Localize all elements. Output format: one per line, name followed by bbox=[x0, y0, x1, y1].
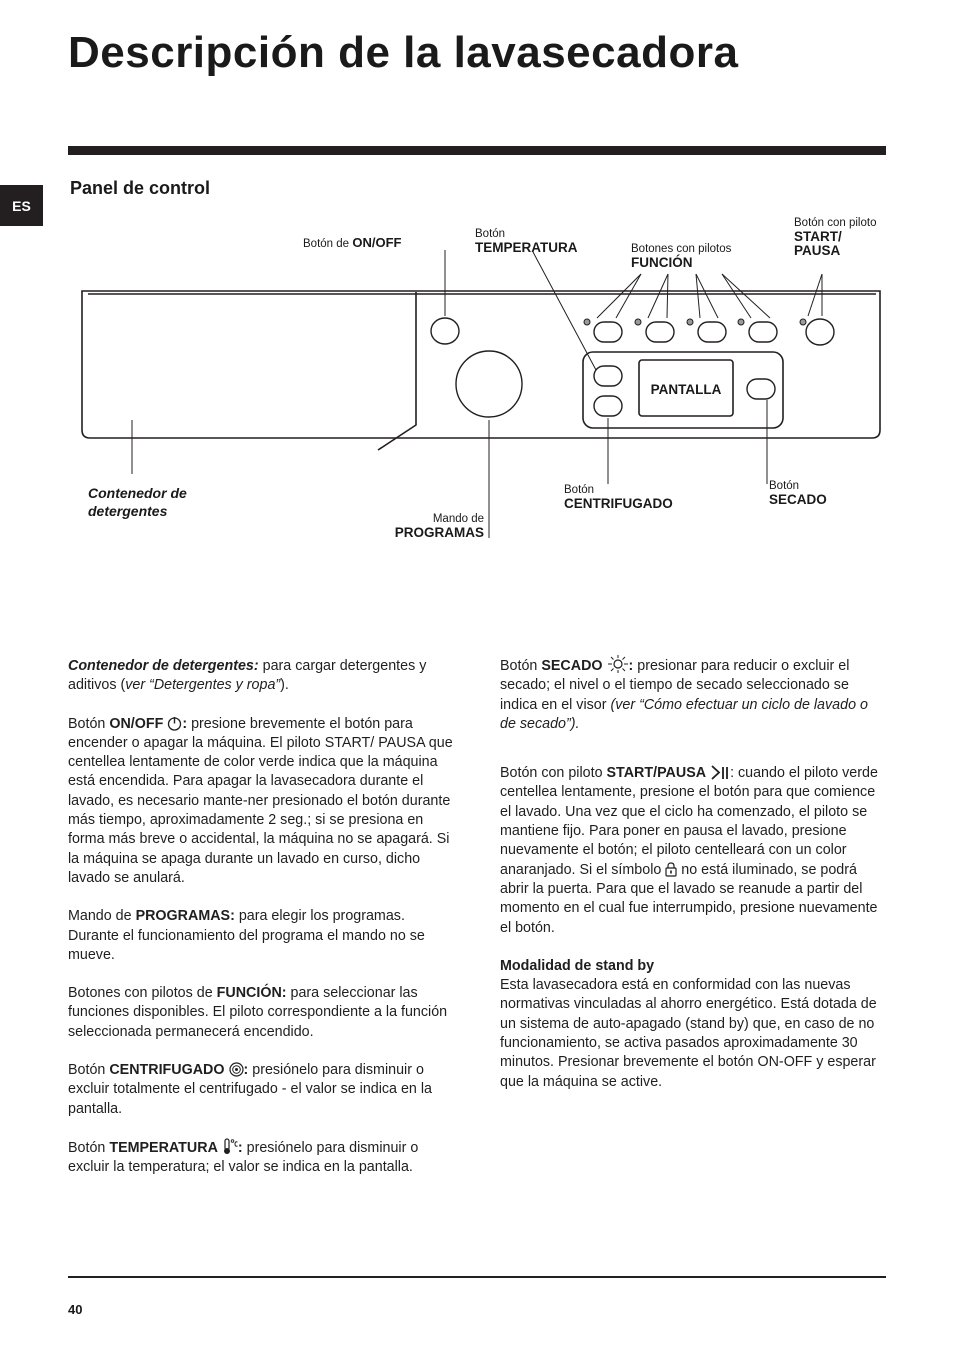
page-title: Descripción de la lavasecadora bbox=[68, 28, 739, 77]
onoff-label-pre: Botón de bbox=[303, 238, 350, 250]
pre-programas: Mando de bbox=[68, 908, 136, 925]
text-secado: presionar para reducir o excluir el secado; el nivel o el tiempo de secado seleccionado se indica en el visor bbox=[500, 658, 850, 713]
temperatura-button-shape bbox=[594, 366, 622, 386]
text-start-2: no está iluminado, se podrá abrir la puerta. Para que el lavado se reanude a partir del momento en el cual fue interrumpido, presione nuevamente el botón. bbox=[500, 861, 878, 936]
term-onoff: ON/OFF bbox=[109, 715, 164, 732]
centrifugado-button-shape bbox=[594, 396, 622, 416]
page-number: 40 bbox=[68, 1302, 83, 1317]
program-knob bbox=[456, 351, 522, 417]
onoff-label bbox=[303, 236, 402, 251]
start-label-name2: PAUSA bbox=[794, 243, 841, 258]
secado-label bbox=[769, 479, 827, 507]
pre-centrifugado: Botón bbox=[68, 1062, 110, 1079]
language-tab: ES bbox=[0, 185, 43, 226]
function-button-2 bbox=[646, 322, 674, 342]
pre-temperatura: Botón bbox=[68, 1139, 110, 1156]
function-button-1 bbox=[594, 322, 622, 342]
funcion-label-name: FUNCIÓN bbox=[631, 255, 693, 270]
funcion-label bbox=[631, 242, 731, 270]
paragraph-standby bbox=[500, 957, 886, 1092]
control-panel-diagram bbox=[0, 0, 954, 560]
pilot-light-3 bbox=[687, 319, 693, 325]
temperatura-label bbox=[475, 227, 578, 255]
text-contenedor: para cargar detergentes y aditivos ( bbox=[68, 658, 427, 694]
programas-label-name: PROGRAMAS bbox=[394, 525, 484, 540]
paragraph-temperatura bbox=[68, 1138, 454, 1178]
funcion-label-pre: Botones con pilotos bbox=[631, 243, 732, 255]
text-contenedor-end: ). bbox=[280, 677, 289, 694]
contenedor-label: Contenedor de detergentes bbox=[88, 485, 187, 519]
pre-onoff: Botón bbox=[68, 715, 110, 732]
ref-ciclo: (ver “Cómo efectuar un ciclo de lavado o de secado”). bbox=[500, 696, 868, 732]
pilot-light-2 bbox=[635, 319, 641, 325]
term-start-pausa: START/PAUSA bbox=[606, 765, 707, 782]
leader-start-a bbox=[808, 274, 822, 316]
term-funcion: FUNCIÓN: bbox=[216, 985, 287, 1002]
paragraph-contenedor bbox=[68, 657, 454, 696]
start-label-pre: Botón con piloto bbox=[794, 217, 877, 229]
standby-text: Esta lavasecadora está en conformidad con las nuevas normativas vinculadas al ahorro energético. Está dotada de un sistema de auto-apagado (stand by) que, en caso de no funcionamiento, se activa pasados aproximadamente 30 minutos. Presionar brevemente el botón ON-OFF y esperar que la máquina se active. bbox=[500, 977, 877, 1090]
term-programas: PROGRAMAS: bbox=[135, 908, 235, 925]
right-column bbox=[500, 655, 886, 1092]
lock-icon bbox=[665, 862, 677, 877]
start-label-name1: START/ bbox=[794, 229, 842, 244]
colon-temperatura: : bbox=[237, 1139, 243, 1156]
pre-secado: Botón bbox=[500, 658, 542, 674]
footer-rule bbox=[68, 1276, 886, 1278]
term-centrifugado: CENTRIFUGADO bbox=[109, 1062, 225, 1079]
term-contenedor: Contenedor de detergentes: bbox=[68, 658, 259, 674]
pilot-light-4 bbox=[738, 319, 744, 325]
leader-funcion-b bbox=[616, 274, 641, 318]
paragraph-onoff bbox=[68, 715, 454, 889]
function-button-3 bbox=[698, 322, 726, 342]
leader-funcion-a bbox=[597, 274, 641, 318]
colon-onoff: : bbox=[182, 715, 188, 732]
start-pause-label bbox=[794, 216, 876, 258]
pilot-light-1 bbox=[584, 319, 590, 325]
function-button-4 bbox=[749, 322, 777, 342]
pantalla-label: PANTALLA bbox=[650, 382, 722, 397]
onoff-button-shape bbox=[431, 318, 459, 344]
standby-title: Modalidad de stand by bbox=[500, 957, 655, 974]
term-secado: SECADO bbox=[541, 658, 603, 674]
secado-label-name: SECADO bbox=[769, 492, 827, 507]
onoff-label-name: ON/OFF bbox=[352, 235, 402, 250]
paragraph-programas bbox=[68, 907, 454, 965]
play-pause-icon bbox=[710, 765, 730, 780]
drying-sun-icon bbox=[607, 655, 629, 673]
leader-temperatura bbox=[533, 252, 596, 370]
programas-label bbox=[376, 512, 484, 540]
colon-secado: : bbox=[628, 658, 634, 674]
programas-label-pre: Mando de bbox=[432, 513, 484, 525]
start-pause-button-shape bbox=[806, 319, 834, 345]
centrifugado-label-name: CENTRIFUGADO bbox=[564, 496, 673, 511]
leader-funcion-c bbox=[648, 274, 668, 318]
pre-start: Botón con piloto bbox=[500, 765, 607, 782]
centrifugado-label bbox=[564, 483, 673, 511]
power-icon bbox=[167, 716, 182, 731]
text-programas: para elegir los programas. Durante el funcionamiento del programa el mando no se mueve. bbox=[68, 908, 425, 963]
centrifugado-label-pre: Botón bbox=[564, 484, 595, 496]
leader-funcion-h bbox=[722, 274, 770, 318]
paragraph-start-pausa bbox=[500, 764, 886, 938]
text-onoff: presione brevemente el botón para encender o apagar la máquina. El piloto START/ PAUSA que centellea lentamente de color verde indica que la máquina está encendida. Para apagar la lavasecadora durante el lavado, es necesario mante-ner presionado el botón durante más tiempo, aproximadamente 2 seg.; si se presiona en forma más breve o accidental, la máquina no se apagará. Si la máquina se apaga durante un lavado en curso, dicho lavado se anulará. bbox=[68, 715, 453, 886]
term-temperatura: TEMPERATURA bbox=[109, 1139, 218, 1156]
temperatura-label-pre: Botón bbox=[475, 228, 506, 240]
spin-icon bbox=[229, 1062, 244, 1077]
secado-label-pre: Botón bbox=[769, 480, 800, 492]
paragraph-funcion bbox=[68, 984, 454, 1042]
ref-detergentes: ver “Detergentes y ropa” bbox=[125, 677, 281, 694]
left-column bbox=[68, 657, 454, 1197]
secado-button-shape bbox=[747, 379, 775, 399]
section-title: Panel de control bbox=[70, 178, 211, 198]
text-centrifugado: presiónelo para disminuir o excluir totalmente el centrifugado - el valor se indica en la pantalla. bbox=[68, 1062, 432, 1117]
drawer-divider bbox=[378, 292, 416, 450]
colon-centrifugado: : bbox=[243, 1062, 249, 1079]
text-funcion: para seleccionar las funciones disponibles. El piloto correspondiente a la función seleccionada permanecerá encendido. bbox=[68, 985, 448, 1040]
paragraph-secado bbox=[500, 655, 886, 734]
pilot-light-start bbox=[800, 319, 806, 325]
text-start-1: : cuando el piloto verde centellea lentamente, presione el botón para que comience el lavado. Una vez que el ciclo ha comenzado, el piloto se mantiene fijo. Para poner en pausa el lavado, presione nuevamente el botón; el piloto centelleará con un color anaranjado. Si el símbolo bbox=[500, 765, 878, 878]
thermometer-icon bbox=[222, 1138, 238, 1155]
paragraph-centrifugado bbox=[68, 1061, 454, 1119]
text-temperatura: presiónelo para disminuir o excluir la temperatura; el valor se indica en la pantalla. bbox=[68, 1139, 419, 1176]
leader-funcion-d bbox=[667, 274, 668, 318]
pre-funcion: Botones con pilotos de bbox=[68, 985, 217, 1002]
temperatura-label-name: TEMPERATURA bbox=[475, 240, 578, 255]
